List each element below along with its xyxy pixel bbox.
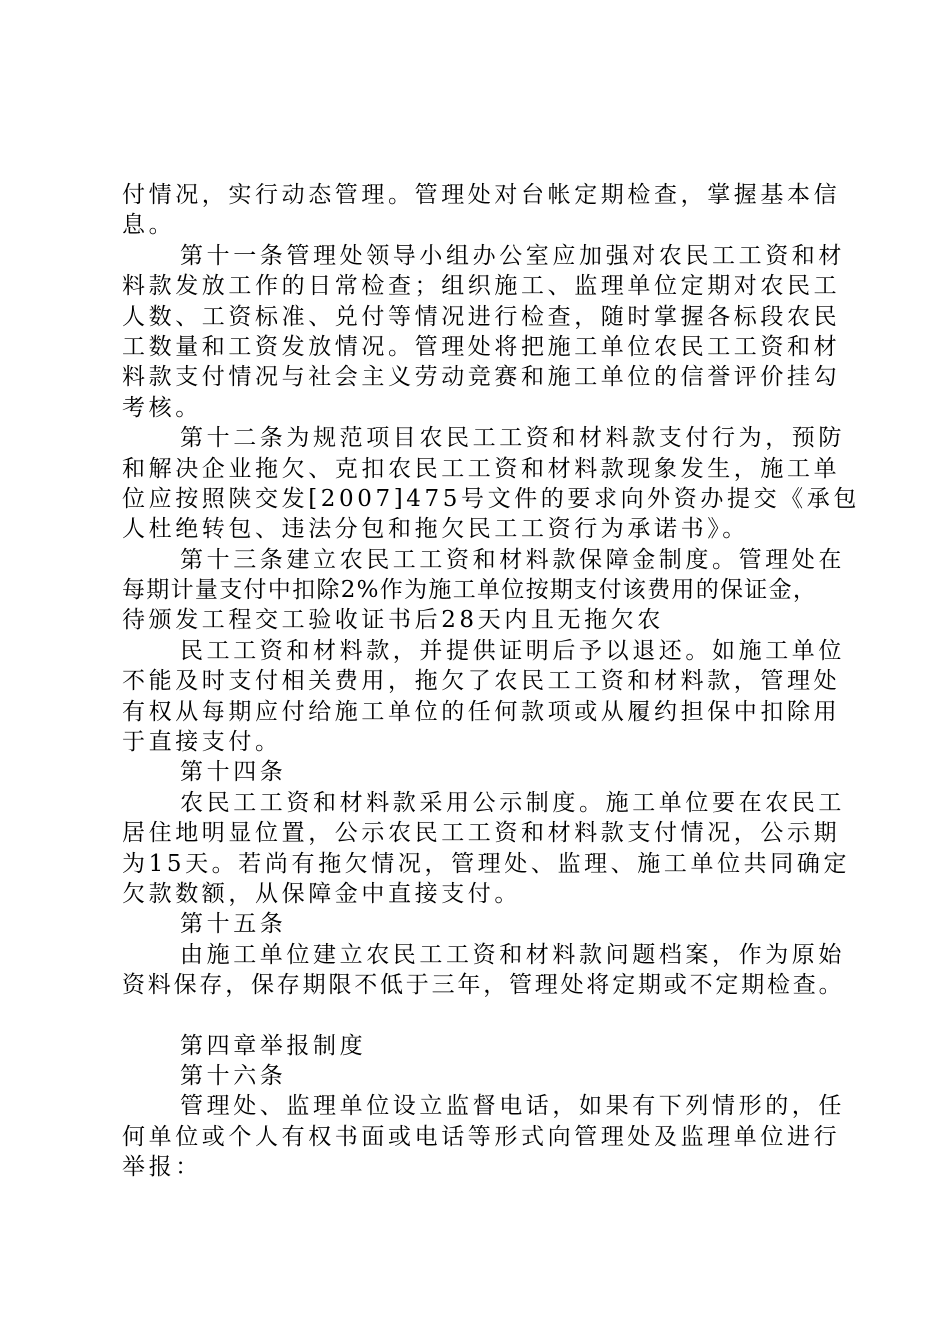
chapter-4-heading: 第四章举报制度: [180, 1032, 367, 1059]
paragraph-line: 位应按照陕交发[2007]475号文件的要求向外资办提交《承包: [122, 485, 860, 512]
paragraph-line: 为15天。若尚有拖欠情况，管理处、监理、施工单位共同确定: [122, 850, 851, 877]
paragraph-line: 待颁发工程交工验收证书后28天内且无拖欠农: [122, 607, 664, 634]
paragraph-line: 每期计量支付中扣除2%作为施工单位按期支付该费用的保证金，: [122, 577, 818, 604]
paragraph-line: 付情况，实行动态管理。管理处对台帐定期检查，掌握基本信: [122, 182, 841, 208]
article-12-line: 第十二条为规范项目农民工工资和材料款支付行为，预防: [180, 425, 845, 452]
document-body: [122, 180, 860, 1183]
paragraph-line: 和解决企业拖欠、克扣农民工工资和材料款现象发生，施工单: [122, 455, 841, 482]
paragraph-line: 料款发放工作的日常检查；组织施工、监理单位定期对农民工: [122, 273, 841, 300]
paragraph-line: 由施工单位建立农民工工资和材料款问题档案，作为原始: [180, 941, 845, 968]
paragraph-line: 欠款数额，从保障金中直接支付。: [122, 880, 521, 907]
paragraph-line: 举报：: [122, 1154, 202, 1181]
article-15-heading: 第十五条: [180, 911, 287, 938]
paragraph-line: 管理处、监理单位设立监督电话，如果有下列情形的，任: [180, 1093, 845, 1120]
paragraph-line: 不能及时支付相关费用，拖欠了农民工工资和材料款，管理处: [122, 668, 841, 695]
paragraph-line: 于直接支付。: [122, 729, 282, 756]
paragraph-line: 农民工工资和材料款采用公示制度。施工单位要在农民工: [180, 789, 845, 816]
article-16-heading: 第十六条: [180, 1062, 287, 1089]
article-11-line: 第十一条管理处领导小组办公室应加强对农民工工资和材: [180, 242, 845, 269]
paragraph-line: 何单位或个人有权书面或电话等形式向管理处及监理单位进行: [122, 1123, 841, 1150]
paragraph-line: 料款支付情况与社会主义劳动竞赛和施工单位的信誉评价挂勾: [122, 364, 841, 391]
paragraph-line: 人杜绝转包、违法分包和拖欠民工工资行为承诺书》。: [122, 516, 749, 543]
paragraph-line: 人数、工资标准、兑付等情况进行检查，随时掌握各标段农民: [122, 303, 841, 330]
paragraph-line: 居住地明显位置，公示农民工工资和材料款支付情况，公示期: [122, 820, 841, 847]
paragraph-line: 息。: [122, 212, 176, 239]
paragraph-line: 有权从每期应付给施工单位的任何款项或从履约担保中扣除用: [122, 698, 841, 725]
article-13-line: 第十三条建立农民工工资和材料款保障金制度。管理处在: [180, 546, 845, 573]
article-14-heading: 第十四条: [180, 759, 287, 786]
paragraph-line: 工数量和工资发放情况。管理处将把施工单位农民工工资和材: [122, 333, 841, 360]
paragraph-line: 考核。: [122, 394, 202, 421]
paragraph-line: 资料保存，保存期限不低于三年，管理处将定期或不定期检查。: [122, 972, 845, 999]
paragraph-line: 民工工资和材料款，并提供证明后予以退还。如施工单位: [180, 637, 845, 664]
